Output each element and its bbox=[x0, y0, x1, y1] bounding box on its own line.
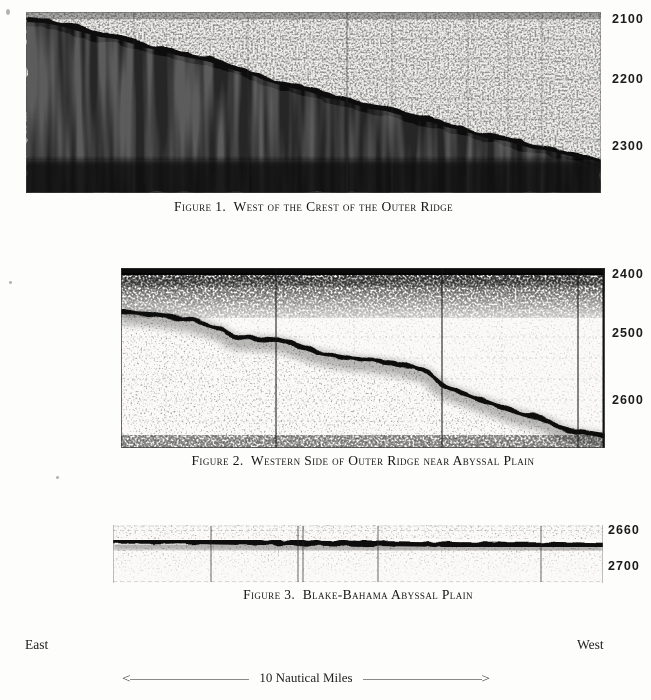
scale-bar-label: 10 Nautical Miles bbox=[259, 670, 353, 685]
west-label: West bbox=[577, 637, 604, 652]
scan-artifact bbox=[6, 9, 10, 15]
figure1-echogram-image bbox=[26, 12, 601, 193]
figure2-depth-label-2400: 2400 bbox=[612, 267, 644, 281]
scale-bar-right-arrow-icon: > bbox=[481, 671, 490, 686]
figure1-depth-label-2100: 2100 bbox=[612, 12, 644, 26]
figure2-caption: Figure 2. Western Side of Outer Ridge near Abyssal Plain bbox=[191, 453, 535, 468]
scale-bar-left-line bbox=[130, 679, 249, 680]
figure3-echogram-image bbox=[113, 525, 603, 583]
scale-bar-right-line bbox=[363, 679, 482, 680]
figure3-caption: Figure 3. Blake-Bahama Abyssal Plain bbox=[243, 587, 473, 602]
scan-artifact bbox=[56, 476, 59, 479]
figure1-caption: Figure 1. West of the Crest of the Outer Ridge bbox=[174, 199, 453, 214]
figure3-depth-label-2660: 2660 bbox=[608, 523, 640, 537]
east-label: East bbox=[25, 637, 49, 652]
figure2-depth-label-2600: 2600 bbox=[612, 393, 644, 407]
figure1-depth-label-2200: 2200 bbox=[612, 72, 644, 86]
figure3-depth-label-2700: 2700 bbox=[608, 559, 640, 573]
scale-bar bbox=[122, 669, 490, 689]
scan-artifact bbox=[9, 281, 12, 284]
figure1-depth-label-2300: 2300 bbox=[612, 139, 644, 153]
figure2-depth-label-2500: 2500 bbox=[612, 326, 644, 340]
figure2-echogram-image bbox=[121, 268, 605, 448]
scale-bar-left-arrow-icon: < bbox=[122, 671, 131, 686]
